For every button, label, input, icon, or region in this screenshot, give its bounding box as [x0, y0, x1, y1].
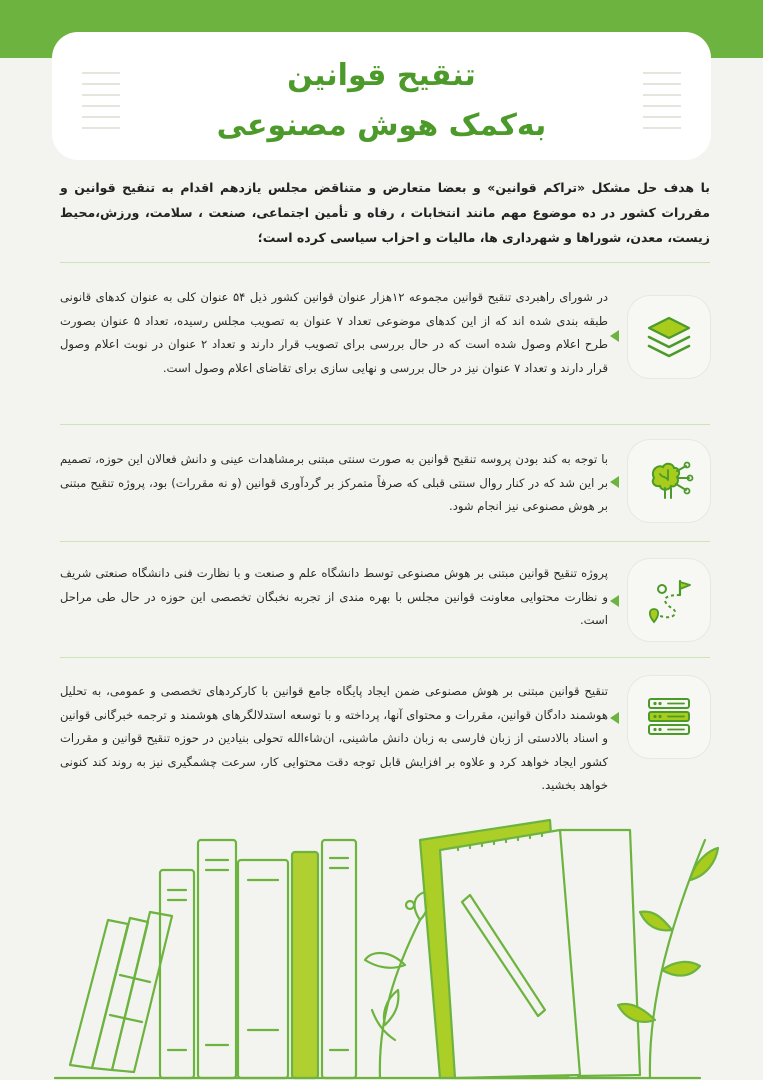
pointer-arrow	[610, 330, 619, 342]
section-3-text: پروژه تنقیح قوانین مبتنی بر هوش مصنوعی توسط دانشگاه علم و صنعت و با نظارت فنی دانشگاه صنعتی شریف و نظارت محتوایی معاونت قوانین مجلس با بهره مندی از تجربه نخبگان تخصصی این حوزه در حال طی مراحل است.	[60, 566, 608, 627]
route-flag-icon	[644, 575, 694, 625]
notebook	[440, 830, 580, 1078]
divider	[60, 541, 710, 542]
section-1-icon-box	[628, 296, 710, 378]
title-card	[52, 32, 711, 160]
book	[198, 840, 236, 1078]
book	[322, 840, 356, 1078]
pointer-arrow	[610, 712, 619, 724]
layers-icon	[644, 312, 694, 362]
section-4-icon-box	[628, 676, 710, 758]
book	[112, 912, 172, 1072]
pointer-arrow	[610, 476, 619, 488]
page-title: تنقیح قوانین	[287, 58, 476, 93]
pointer-arrow	[610, 595, 619, 607]
book	[160, 870, 194, 1078]
section-4-text: تنقیح قوانین مبتنی بر هوش مصنوعی ضمن ایجاد پایگاه جامع قوانین با کارکردهای تخصصی و عمومی، به تحلیل هوشمند دادگان قوانین، مقررات و محتوای آنها، پرداخته و با توسعه استدلالگرهای هوشمند و ترجمه خبرگانی قوانین و اسناد بالادستی از زبان فارسی به زبان دانش ماشینی، ان‌شاءالله تحولی بنیادین در حوزه تنقیح قوانین و مقررات کشور ایجاد خواهد کرد و علاوه بر افزایش قابل توجه دقت محتوایی کار، سرعت چشمگیری نیز به روند کند کنونی خواهد بخشید.	[60, 684, 608, 792]
intro-paragraph: با هدف حل مشکل «تراکم قوانین» و بعضا متعارض و متناقض مجلس یازدهم اقدام به تنقیح قوانین و مقررات کشور در ده موضوع مهم مانند انتخابات ، رفاه و تأمین اجتماعی، صنعت ، سلامت، ورزش،محیط زیست، معدن، شوراها و شهرداری ها، مالیات و احزاب سیاسی کرده است؛	[60, 180, 710, 245]
book	[238, 860, 288, 1078]
section-2-text: با توجه به کند بودن پروسه تنقیح قوانین به صورت سنتی مبتنی برمشاهدات عینی و دانش فعالان این حوزه، تصمیم بر این شد که در کنار روال سنتی قبلی که صرفاً متمرکز بر گردآوری قوانین (و نه مقررات) بود، پروژه تنقیح مبتنی بر هوش مصنوعی نیز انجام شود.	[60, 452, 608, 513]
page-subtitle: به‌کمک هوش مصنوعی	[216, 108, 547, 143]
section-2-icon-box	[628, 440, 710, 522]
books-plants-illustration	[0, 800, 763, 1080]
divider	[60, 262, 710, 263]
database-server-icon	[644, 692, 694, 742]
section-1-text: در شورای راهبردی تنقیح قوانین مجموعه ۱۲هزار عنوان قوانین کشور ذیل ۵۴ عنوان کلی به عنوان کدهای قانونی طبقه بندی شده اند که از این کدهای موضوعی تعداد ۷ عنوان به تصویب مجلس رسیده، تعداد ۵ عنوان بصورت طرح اعلام وصول شده است که در حال بررسی برای تصویب قرار دارند و تعداد ۲ عنوان در نوبت اعلام وصول قرار دارند و تعداد ۷ عنوان نیز در حال بررسی و نهایی سازی برای تقاضای اعلام وصول است.	[60, 290, 608, 375]
book	[70, 920, 128, 1068]
section-3-icon-box	[628, 559, 710, 641]
divider	[60, 424, 710, 425]
ai-brain-icon	[644, 456, 694, 506]
book-highlight	[292, 852, 318, 1078]
divider	[60, 657, 710, 658]
